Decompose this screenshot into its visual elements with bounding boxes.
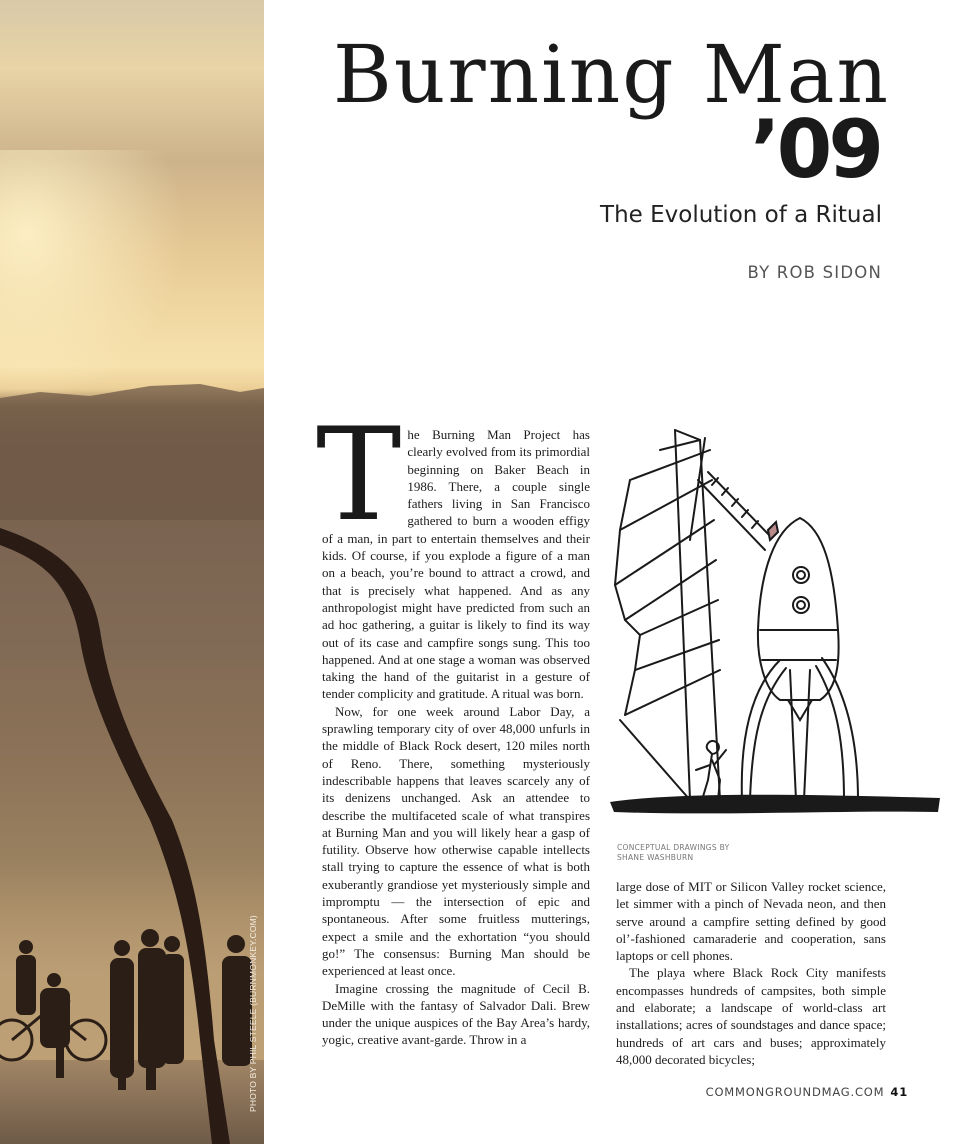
article-subtitle: The Evolution of a Ritual — [600, 202, 882, 228]
body-paragraph: large dose of MIT or Silicon Valley rocket science, let simmer with a pinch of Nevada neon, and then serve around a campfire setting defined by good ol’-fashioned camaraderie and cooperation, sans laptops or cell phones. — [616, 879, 886, 964]
site-url: COMMONGROUNDMAG.COM — [705, 1085, 885, 1099]
body-paragraph: The playa where Black Rock City manifests encompasses hundreds of campsites, both simple and elaborate; a landscape of world-class art installations; acres of soundstages and dance space; hundreds of art cars and buses; approximately 48,000 decorated bicycles; — [616, 965, 886, 1067]
rocket-sketch — [600, 420, 950, 840]
photo-credit: PHOTO BY PHIL STEELE (BURNMONKEY.COM) — [248, 915, 258, 1112]
drop-cap: T — [316, 401, 402, 550]
byline: BY ROB SIDON — [747, 263, 882, 282]
article-title: Burning Man — [333, 28, 890, 121]
page-footer — [706, 1085, 908, 1099]
body-paragraph: Now, for one week around Labor Day, a sprawling temporary city of over 48,000 unfurls in the middle of Black Rock desert, 120 miles north of Reno. There, something mysteriously indescribable happens that leaves scarcely any of its denizens unchanged. Ask an attendee to describe the multifaceted scale of what transpires at Burning Man and you will likely hear a gasp of futility. Observe how otherwise capable intellects stall trying to capture the essence of what is both exuberantly grandiose yet mysteriously simple and impromptu — the intersection of epic and spontaneous. After some fruitless mutterings, expect a smile and the exhortation “you should go!” The consensus: Burning Man should be experienced at least once. — [322, 703, 590, 979]
page-number: 41 — [890, 1085, 908, 1099]
figure-caption: CONCEPTUAL DRAWINGS BY SHANE WASHBURN — [617, 843, 730, 862]
desert-sunset-photo — [0, 0, 264, 1144]
body-column-2 — [616, 878, 886, 1068]
body-paragraph: Imagine crossing the magnitude of Cecil B. DeMille with the fantasy of Salvador Dali. Brew under the unique auspices of the Bay Area’s hardy, yogic, creative avant-garde. Throw in a — [322, 980, 590, 1048]
article-year: ’09 — [750, 103, 880, 196]
body-column-1 — [316, 401, 590, 1049]
cover-photo — [0, 0, 264, 1144]
body-paragraph: The Burning Man Project has clearly evolved from its primordial beginning on Baker Beach in 1986. There, a couple single fathers living in San Francisco gathered to burn a wooden effigy of a man, in part to entertain themselves and their kids. Of course, if you explode a figure of a man on a beach, you’re bound to attract a crowd, and that is precisely what happened. And as any anthropologist might have predicted from such an ad hoc gathering, a guitar is likely to find its way out of its case and campfire songs sung. This too happened. And at one stage a woman was observed taking the hand of the guitarist in a gesture of tender complicity and gratitude. A ritual was born. — [316, 401, 590, 702]
